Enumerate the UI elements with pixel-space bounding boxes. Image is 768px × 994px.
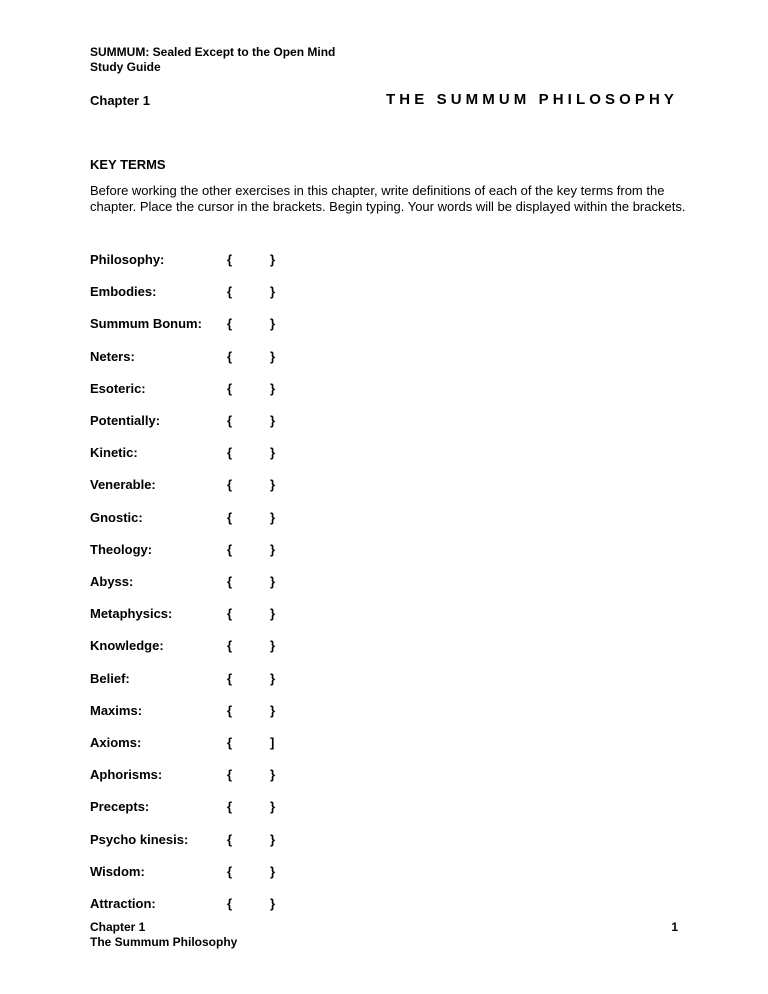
definition-bracket-close[interactable]: } (270, 252, 276, 267)
key-term-label: Philosophy: (90, 252, 165, 267)
definition-bracket-close[interactable]: } (270, 606, 276, 622)
page-number: 1 (671, 920, 678, 934)
chapter-title: THE SUMMUM PHILOSOPHY (386, 91, 678, 108)
definition-bracket-close[interactable]: } (270, 574, 276, 589)
definition-bracket-close[interactable]: } (270, 445, 276, 461)
key-term-label: Gnostic: (90, 509, 143, 525)
key-term-label: Embodies: (90, 284, 157, 300)
key-term-label: Metaphysics: (90, 606, 173, 622)
definition-bracket-close[interactable]: } (270, 896, 276, 911)
key-term-label: Potentially: (90, 413, 161, 428)
definition-bracket-open[interactable]: { (227, 348, 233, 364)
key-term-label: Theology: (90, 541, 153, 557)
key-term-label: Psycho kinesis: (90, 831, 189, 847)
definition-bracket-close[interactable]: } (270, 767, 276, 783)
definition-bracket-open[interactable]: { (227, 863, 233, 879)
definition-bracket-open[interactable]: { (227, 702, 233, 718)
definition-bracket-open[interactable]: { (227, 445, 233, 461)
footer-chapter-title: The Summum Philosophy (90, 935, 238, 949)
definition-bracket-open[interactable]: { (227, 380, 233, 396)
key-term-label: Aphorisms: (90, 767, 163, 783)
definition-bracket-open[interactable]: { (227, 541, 233, 557)
definition-bracket-close[interactable]: } (270, 413, 276, 428)
definition-bracket-open[interactable]: { (227, 799, 233, 815)
definition-bracket-close[interactable]: } (270, 638, 276, 654)
key-term-label: Attraction: (90, 896, 156, 911)
definition-bracket-close[interactable]: ] (270, 735, 275, 750)
footer-chapter: Chapter 1 (90, 920, 146, 934)
definition-bracket-open[interactable]: { (227, 638, 233, 654)
definition-bracket-close[interactable]: } (270, 863, 276, 879)
key-term-label: Wisdom: (90, 863, 145, 879)
definition-bracket-close[interactable]: } (270, 670, 276, 686)
key-term-label: Summum Bonum: (90, 316, 202, 332)
definition-bracket-open[interactable]: { (227, 670, 233, 686)
definition-bracket-open[interactable]: { (227, 284, 233, 300)
definition-bracket-close[interactable]: } (270, 316, 276, 332)
definition-bracket-close[interactable]: } (270, 348, 276, 364)
definition-bracket-close[interactable]: } (270, 284, 276, 300)
key-term-label: Belief: (90, 670, 130, 686)
key-term-label: Knowledge: (90, 638, 164, 654)
definition-bracket-open[interactable]: { (227, 252, 233, 267)
definition-bracket-open[interactable]: { (227, 896, 233, 911)
definition-bracket-open[interactable]: { (227, 477, 233, 493)
definition-bracket-open[interactable]: { (227, 767, 233, 783)
definition-bracket-open[interactable]: { (227, 316, 233, 332)
definition-bracket-open[interactable]: { (227, 509, 233, 525)
key-term-label: Abyss: (90, 574, 134, 589)
header-book-title: SUMMUM: Sealed Except to the Open Mind (90, 45, 336, 59)
key-term-label: Neters: (90, 348, 135, 364)
definition-bracket-close[interactable]: } (270, 380, 276, 396)
header-subtitle: Study Guide (90, 60, 161, 74)
definition-bracket-close[interactable]: } (270, 702, 276, 718)
instructions-paragraph: Before working the other exercises in this chapter, write definitions of each of the key terms from the chapter. Place the cursor in the brackets. Begin typing. Your words will be displayed within the brackets. (90, 183, 686, 214)
key-term-label: Kinetic: (90, 445, 138, 461)
key-term-label: Venerable: (90, 477, 156, 493)
key-term-label: Maxims: (90, 702, 143, 718)
definition-bracket-open[interactable]: { (227, 413, 233, 428)
chapter-label: Chapter 1 (90, 93, 150, 108)
definition-bracket-close[interactable]: } (270, 541, 276, 557)
definition-bracket-close[interactable]: } (270, 509, 276, 525)
key-term-label: Precepts: (90, 799, 150, 815)
definition-bracket-open[interactable]: { (227, 831, 233, 847)
definition-bracket-close[interactable]: } (270, 799, 276, 815)
section-heading: KEY TERMS (90, 157, 166, 172)
key-term-label: Axioms: (90, 735, 142, 750)
definition-bracket-close[interactable]: } (270, 831, 276, 847)
definition-bracket-open[interactable]: { (227, 735, 233, 750)
definition-bracket-open[interactable]: { (227, 574, 233, 589)
key-term-label: Esoteric: (90, 380, 146, 396)
definition-bracket-close[interactable]: } (270, 477, 276, 493)
definition-bracket-open[interactable]: { (227, 606, 233, 622)
